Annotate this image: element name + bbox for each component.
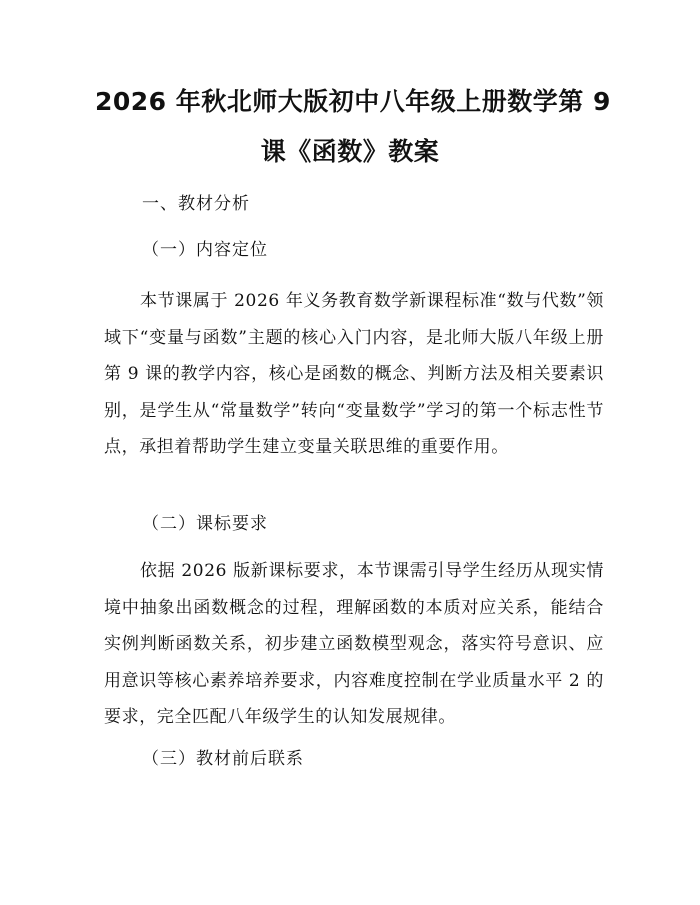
subsection-heading-connections: （三）教材前后联系 — [142, 749, 304, 769]
document-title-line-2: 课《函数》教案 — [260, 137, 440, 166]
section-heading-analysis: 一、教材分析 — [142, 194, 250, 214]
subsection-heading-positioning: （一）内容定位 — [142, 240, 268, 260]
paragraph-positioning: 本节课属于 2026 年义务教育数学新课程标准“数与代数”领域下“变量与函数”主题的核心入门内容，是北师大版八年级上册第 9 课的教学内容，核心是函数的概念、判断方法及相关要素识别，是学生从“常量数学”转向“变量数学”学习的第一个标志性节点，承担着帮助学生建立变量关联思维的重要作用。 — [104, 291, 604, 458]
subsection-heading-standards: （二）课标要求 — [142, 514, 268, 534]
paragraph-standards: 依据 2026 版新课标要求，本节课需引导学生经历从现实情境中抽象出函数概念的过程，理解函数的本质对应关系，能结合实例判断函数关系，初步建立函数模型观念，落实符号意识、应用意识等核心素养培养要求，内容难度控制在学业质量水平 2 的要求，完全匹配八年级学生的认知发展规律。 — [104, 561, 604, 728]
document-title-line-1: 2026 年秋北师大版初中八年级上册数学第 9 — [95, 87, 611, 116]
